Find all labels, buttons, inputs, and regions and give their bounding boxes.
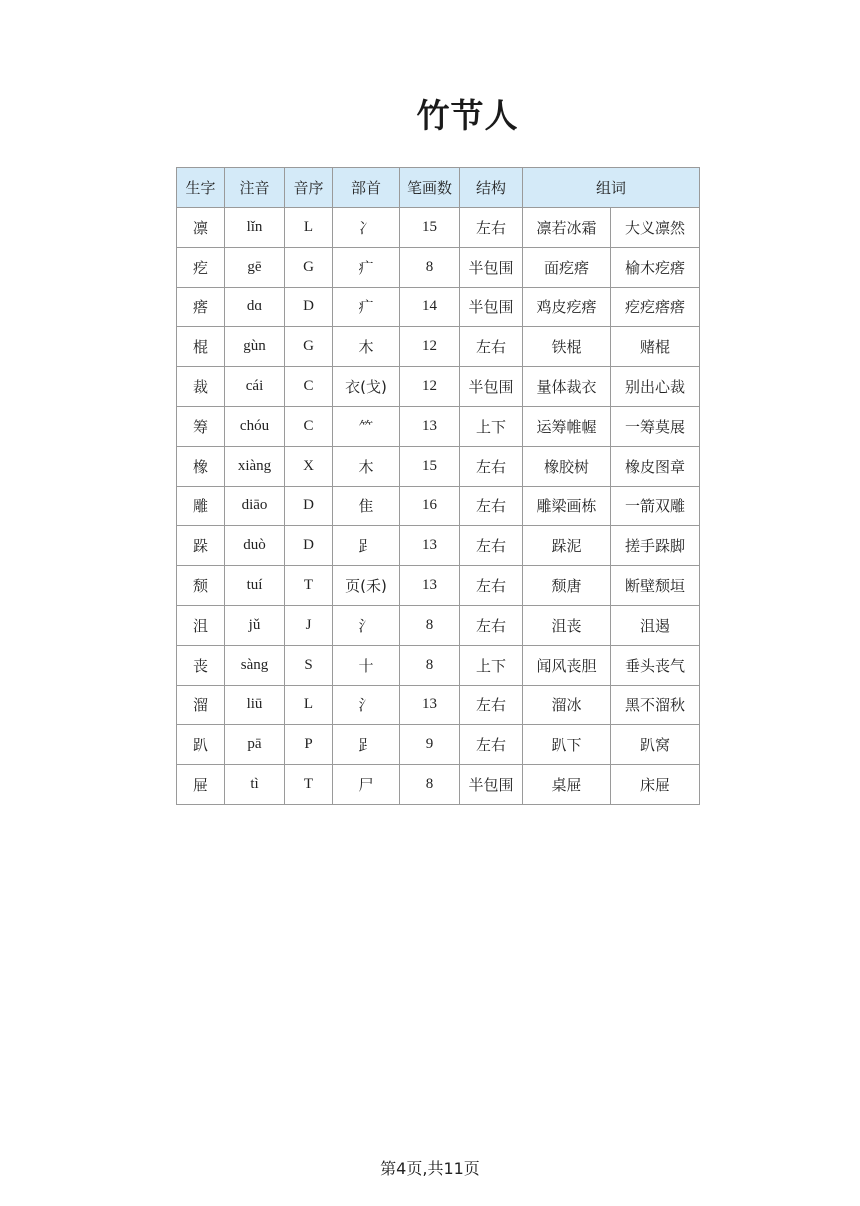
- cell-pinyin: gùn: [225, 327, 285, 367]
- cell-word-2: 一箭双雕: [611, 486, 700, 526]
- cell-radical: 𧾷: [333, 725, 400, 765]
- cell-structure: 半包围: [460, 367, 523, 407]
- table-row: [177, 367, 700, 407]
- cell-char: 裁: [177, 367, 225, 407]
- cell-word-1: 凛若冰霜: [523, 208, 611, 248]
- cell-strokes: 8: [400, 645, 460, 685]
- cell-strokes: 13: [400, 685, 460, 725]
- cell-char: 沮: [177, 605, 225, 645]
- page-title: 竹节人: [416, 96, 519, 135]
- cell-letter: D: [285, 486, 333, 526]
- cell-word-1: 趴下: [523, 725, 611, 765]
- cell-letter: L: [285, 685, 333, 725]
- cell-word-1: 沮丧: [523, 605, 611, 645]
- cell-pinyin: xiàng: [225, 446, 285, 486]
- table-row: [177, 645, 700, 685]
- cell-pinyin: jǔ: [225, 605, 285, 645]
- cell-letter: J: [285, 605, 333, 645]
- cell-radical: ⺮: [333, 406, 400, 446]
- cell-strokes: 14: [400, 287, 460, 327]
- cell-letter: L: [285, 208, 333, 248]
- cell-letter: T: [285, 566, 333, 606]
- cell-strokes: 15: [400, 208, 460, 248]
- table-row: [177, 526, 700, 566]
- cell-strokes: 13: [400, 566, 460, 606]
- table-row: [177, 287, 700, 327]
- cell-word-1: 闻风丧胆: [523, 645, 611, 685]
- cell-word-2: 别出心裁: [611, 367, 700, 407]
- cell-word-2: 搓手跺脚: [611, 526, 700, 566]
- cell-word-2: 沮遏: [611, 605, 700, 645]
- cell-word-2: 赌棍: [611, 327, 700, 367]
- cell-char: 筹: [177, 406, 225, 446]
- cell-char: 疙: [177, 247, 225, 287]
- cell-word-2: 趴窝: [611, 725, 700, 765]
- cell-radical: 氵: [333, 685, 400, 725]
- cell-word-2: 床屉: [611, 765, 700, 805]
- header-strokes: 笔画数: [400, 168, 460, 208]
- cell-word-2: 黑不溜秋: [611, 685, 700, 725]
- table-row: [177, 208, 700, 248]
- cell-word-2: 榆木疙瘩: [611, 247, 700, 287]
- header-words: 组词: [523, 168, 700, 208]
- table-row: [177, 486, 700, 526]
- cell-radical: 木: [333, 446, 400, 486]
- table-row: [177, 446, 700, 486]
- cell-letter: D: [285, 526, 333, 566]
- cell-word-1: 铁棍: [523, 327, 611, 367]
- cell-radical: 页(禾): [333, 566, 400, 606]
- cell-radical: 𧾷: [333, 526, 400, 566]
- cell-structure: 左右: [460, 446, 523, 486]
- cell-structure: 左右: [460, 486, 523, 526]
- cell-strokes: 8: [400, 765, 460, 805]
- cell-word-1: 鸡皮疙瘩: [523, 287, 611, 327]
- cell-word-1: 运筹帷幄: [523, 406, 611, 446]
- cell-char: 颓: [177, 566, 225, 606]
- table-row: [177, 406, 700, 446]
- cell-structure: 左右: [460, 605, 523, 645]
- cell-radical: 疒: [333, 287, 400, 327]
- header-pinyin: 注音: [225, 168, 285, 208]
- cell-char: 趴: [177, 725, 225, 765]
- cell-pinyin: sàng: [225, 645, 285, 685]
- cell-word-1: 橡胶树: [523, 446, 611, 486]
- cell-radical: 尸: [333, 765, 400, 805]
- page-footer: 第4页,共11页: [380, 1159, 480, 1178]
- cell-structure: 半包围: [460, 287, 523, 327]
- table-body: [177, 208, 700, 805]
- cell-radical: 隹: [333, 486, 400, 526]
- cell-radical: 木: [333, 327, 400, 367]
- cell-word-2: 疙疙瘩瘩: [611, 287, 700, 327]
- cell-char: 凛: [177, 208, 225, 248]
- cell-radical: 衣(戈): [333, 367, 400, 407]
- cell-word-1: 面疙瘩: [523, 247, 611, 287]
- cell-structure: 半包围: [460, 765, 523, 805]
- cell-structure: 左右: [460, 725, 523, 765]
- cell-pinyin: chóu: [225, 406, 285, 446]
- table-row: [177, 247, 700, 287]
- table-row: [177, 605, 700, 645]
- cell-letter: X: [285, 446, 333, 486]
- cell-char: 橡: [177, 446, 225, 486]
- cell-strokes: 8: [400, 247, 460, 287]
- cell-structure: 上下: [460, 406, 523, 446]
- cell-letter: P: [285, 725, 333, 765]
- cell-pinyin: lǐn: [225, 208, 285, 248]
- cell-letter: C: [285, 406, 333, 446]
- cell-structure: 左右: [460, 526, 523, 566]
- cell-pinyin: pā: [225, 725, 285, 765]
- cell-pinyin: dɑ: [225, 287, 285, 327]
- cell-word-1: 颓唐: [523, 566, 611, 606]
- cell-strokes: 13: [400, 406, 460, 446]
- cell-letter: S: [285, 645, 333, 685]
- header-structure: 结构: [460, 168, 523, 208]
- cell-structure: 左右: [460, 685, 523, 725]
- cell-strokes: 12: [400, 327, 460, 367]
- cell-char: 跺: [177, 526, 225, 566]
- cell-char: 丧: [177, 645, 225, 685]
- cell-pinyin: diāo: [225, 486, 285, 526]
- table-row: [177, 685, 700, 725]
- cell-letter: G: [285, 247, 333, 287]
- cell-structure: 半包围: [460, 247, 523, 287]
- cell-word-1: 跺泥: [523, 526, 611, 566]
- header-char: 生字: [177, 168, 225, 208]
- cell-strokes: 9: [400, 725, 460, 765]
- cell-pinyin: liū: [225, 685, 285, 725]
- cell-letter: G: [285, 327, 333, 367]
- cell-pinyin: cái: [225, 367, 285, 407]
- vocabulary-table: [176, 167, 700, 805]
- cell-pinyin: gē: [225, 247, 285, 287]
- header-letter: 音序: [285, 168, 333, 208]
- table-row: [177, 765, 700, 805]
- cell-letter: D: [285, 287, 333, 327]
- cell-pinyin: tì: [225, 765, 285, 805]
- cell-radical: 十: [333, 645, 400, 685]
- cell-structure: 左右: [460, 566, 523, 606]
- cell-word-2: 一筹莫展: [611, 406, 700, 446]
- table-row: [177, 566, 700, 606]
- cell-strokes: 12: [400, 367, 460, 407]
- cell-word-2: 大义凛然: [611, 208, 700, 248]
- cell-word-2: 垂头丧气: [611, 645, 700, 685]
- cell-letter: T: [285, 765, 333, 805]
- cell-word-1: 雕梁画栋: [523, 486, 611, 526]
- cell-structure: 左右: [460, 208, 523, 248]
- cell-pinyin: duò: [225, 526, 285, 566]
- cell-radical: 冫: [333, 208, 400, 248]
- table-header-row: [177, 168, 700, 208]
- cell-strokes: 8: [400, 605, 460, 645]
- cell-radical: 疒: [333, 247, 400, 287]
- cell-word-1: 桌屉: [523, 765, 611, 805]
- cell-structure: 左右: [460, 327, 523, 367]
- cell-char: 溜: [177, 685, 225, 725]
- cell-pinyin: tuí: [225, 566, 285, 606]
- cell-letter: C: [285, 367, 333, 407]
- cell-word-2: 断壁颓垣: [611, 566, 700, 606]
- cell-char: 雕: [177, 486, 225, 526]
- cell-strokes: 13: [400, 526, 460, 566]
- cell-char: 瘩: [177, 287, 225, 327]
- table-row: [177, 725, 700, 765]
- cell-radical: 氵: [333, 605, 400, 645]
- header-radical: 部首: [333, 168, 400, 208]
- cell-word-1: 量体裁衣: [523, 367, 611, 407]
- cell-strokes: 16: [400, 486, 460, 526]
- table-row: [177, 327, 700, 367]
- cell-char: 屉: [177, 765, 225, 805]
- cell-word-2: 橡皮图章: [611, 446, 700, 486]
- cell-strokes: 15: [400, 446, 460, 486]
- cell-word-1: 溜冰: [523, 685, 611, 725]
- cell-char: 棍: [177, 327, 225, 367]
- cell-structure: 上下: [460, 645, 523, 685]
